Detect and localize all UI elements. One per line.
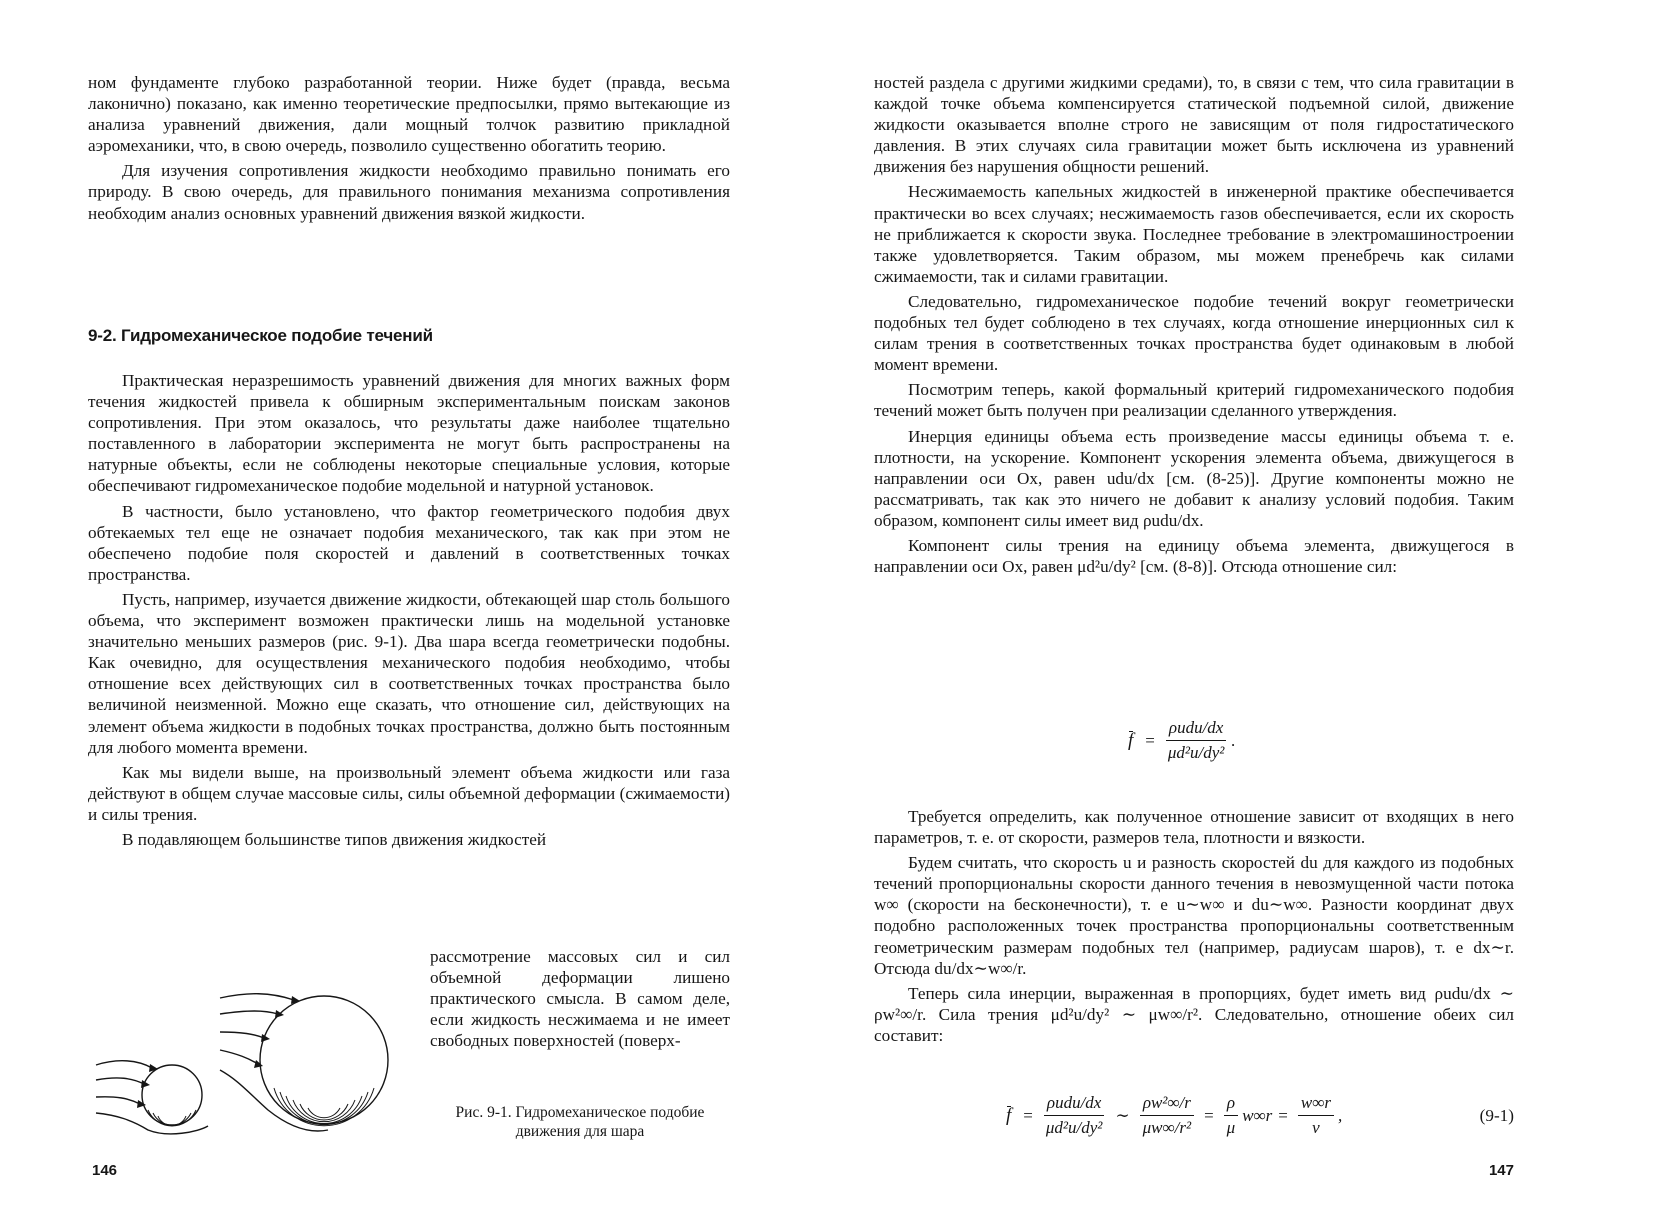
paragraph: Несжимаемость капельных жидкостей в инженерной практике обеспечивается практически во всех случаях; несжимаемость газов обеспечивается, если их скорость не приближается к скорости звука. Последнее требование в электромашиностроении также удовлетворяется. Таким образом, мы можем пренебречь как силами сжимаемости, так и силами гравитации. [874, 182, 1514, 286]
fraction: $\frac{\text{ρw²∞/r}}{\text{μw∞/r²}}$ [1140, 1093, 1194, 1138]
fraction: $\frac{\rho}{\mu}$ [1224, 1093, 1239, 1138]
intro-text [88, 72, 730, 224]
paragraph: Пусть, например, изучается движение жидкости, обтекающей шар столь большого объема, что эксперимент возможен практически лишь на модельной установке значительно меньших размеров (рис. 9-1). Два шара всегда геометрически подобны. Как очевидно, для осуществления механического подобия необходимо, чтобы отношение всех действующих сил в соответственных точках пространства было величиной неизменной. Можно еще сказать, что отношение сил, действующих на элемент объема жидкости в подобных точках пространства, должно быть постоянным для любого момента времени. [88, 589, 730, 757]
paragraph: Для изучения сопротивления жидкости необходимо правильно понимать его природу. В свою очередь, для правильного понимания механизма сопротивления необходим анализ основных уравнений движения вязкой жидкости. [88, 161, 730, 223]
page-number-left: 146 [92, 1162, 118, 1179]
fraction: $\frac{\text{ρudu/dx}}{\text{μd²u/dy²}}$ [1045, 1093, 1103, 1137]
formula-lhs: f [1006, 1104, 1012, 1126]
left-page [88, 0, 730, 1220]
right-text-bottom [874, 806, 1514, 1046]
paragraph: Теперь сила инерции, выраженная в пропорциях, будет иметь вид ρudu/dx ∼ ρw²∞/r. Сила трения μd²u/dy² ∼ μw∞/r². Следовательно, отношение обеих сил составит: [874, 983, 1514, 1045]
fraction: $\frac{w\infty r}{\nu}$ [1298, 1093, 1334, 1138]
formula-9-1: f = $\frac{\text{ρudu/dx}}{\text{μd²u/dy²}}$ ∼ $\frac{\text{ρw²∞/r}}{\text{μw∞/r²}}$ = $\frac{\rho}{\mu}$ w∞r = $\frac{w\infty r}{\nu}$ , (9-1) [1006, 1093, 1514, 1137]
flow-around-spheres-figure [88, 970, 418, 1140]
figure-caption: Рис. 9-1. Гидромеханическое подобие движения для шара [455, 1104, 705, 1140]
paragraph: В частности, было установлено, что фактор геометрического подобия двух обтекаемых тел еще не означает подобия механического, так как при этом не обеспечено подобие поля скоростей и давлений в соответственных точках пространства. [88, 501, 730, 584]
paragraph: ностей раздела с другими жидкими средами), то, в связи с тем, что сила гравитации в каждой точке объема компенсируется статической подъемной силой, движение жидкости оказывается вполне строго не зависящим от поля гидростатического давления. В этих случаях сила гравитации может быть исключена из уравнений движения без нарушения общности решений. [874, 73, 1514, 177]
formula-force-ratio: f = $\frac{\text{ρudu/dx}}{\text{μd²u/dy²}}$ . [1128, 718, 1236, 762]
equation-number: (9-1) [1479, 1105, 1514, 1125]
wrapped-text-column [430, 946, 730, 1051]
paragraph: Практическая неразрешимость уравнений движения для многих важных форм течения жидкостей привела к обширным экспериментальным поискам законов сопротивления. При этом оказалось, что результаты даже наиболее тщательно поставленного в лаборатории эксперимента не могут быть распространены на натурные объекты, если не соблюдены некоторые специальные условия, которые обеспечивают гидромеханическое подобие модельной и натурной установок. [88, 371, 730, 496]
paragraph: Будем считать, что скорость u и разность скоростей du для каждого из подобных течений пропорциональны скорости данного течения в невозмущенной части потока w∞ (скорости на бесконечности), т. е u∼w∞ и du∼w∞. Разности координат двух подобно расположенных точек пространства пропорциональны соответственным геометрическим размерам подобных тел (например, радиусам шаров), т. е dx∼r. Отсюда du/dx∼w∞/r. [874, 853, 1514, 978]
page-number-right: 147 [1488, 1162, 1514, 1179]
formula-lhs: f [1128, 729, 1134, 751]
right-text-top [874, 72, 1514, 577]
paragraph: Инерция единицы объема есть произведение массы единицы объема т. е. плотности, на ускорение. Компонент ускорения элемента объема, движущегося в направлении оси Ox, равен udu/dx [см. (8-25)]. Другие компоненты можно не рассматривать, так как это ничего не добавит к анализу условий подобия. Таким образом, компонент силы имеет вид ρudu/dx. [874, 426, 1514, 530]
paragraph: Посмотрим теперь, какой формальный критерий гидромеханического подобия течений может быть получен при реализации сделанного утверждения. [874, 380, 1514, 421]
paragraph: Требуется определить, как полученное отношение зависит от входящих в него параметров, т. е. от скорости, размеров тела, плотности и вязкости. [874, 807, 1514, 848]
paragraph: Компонент силы трения на единицу объема элемента, движущегося в направлении оси Ox, равен μd²u/dy² [см. (8-8)]. Отсюда отношение сил: [874, 535, 1514, 577]
fraction: $\frac{\text{ρudu/dx}}{\text{μd²u/dy²}}$ [1167, 718, 1225, 762]
section-heading: 9-2. Гидромеханическое подобие течений [88, 326, 433, 345]
paragraph: рассмотрение массовых сил и сил объемной деформации лишено практического смысла. В самом деле, если жидкость несжимаема и не имеет свободных поверхностей (поверх- [430, 947, 730, 1051]
paragraph: В подавляющем большинстве типов движения жидкостей [122, 829, 547, 849]
paragraph: Как мы видели выше, на произвольный элемент объема жидкости или газа действуют в общем случае массовые силы, силы объемной деформации (сжимаемости) и силы трения. [88, 762, 730, 824]
right-page [874, 0, 1514, 1220]
paragraph: ном фундаменте глубоко разработанной теории. Ниже будет (правда, весьма лаконично) показано, как именно теоретические предпосылки, прямо вытекающие из анализа уравнений движения, дали мощный толчок развитию прикладной аэромеханики, что, в свою очередь, позволило существенно обогатить теорию. [88, 73, 730, 156]
section-body [88, 370, 730, 850]
paragraph: Следовательно, гидромеханическое подобие течений вокруг геометрически подобных тел будет соблюдено в тех случаях, когда отношение инерционных сил к силам трения в соответственных точках пространства будет одинаковым в любой момент времени. [874, 291, 1514, 375]
